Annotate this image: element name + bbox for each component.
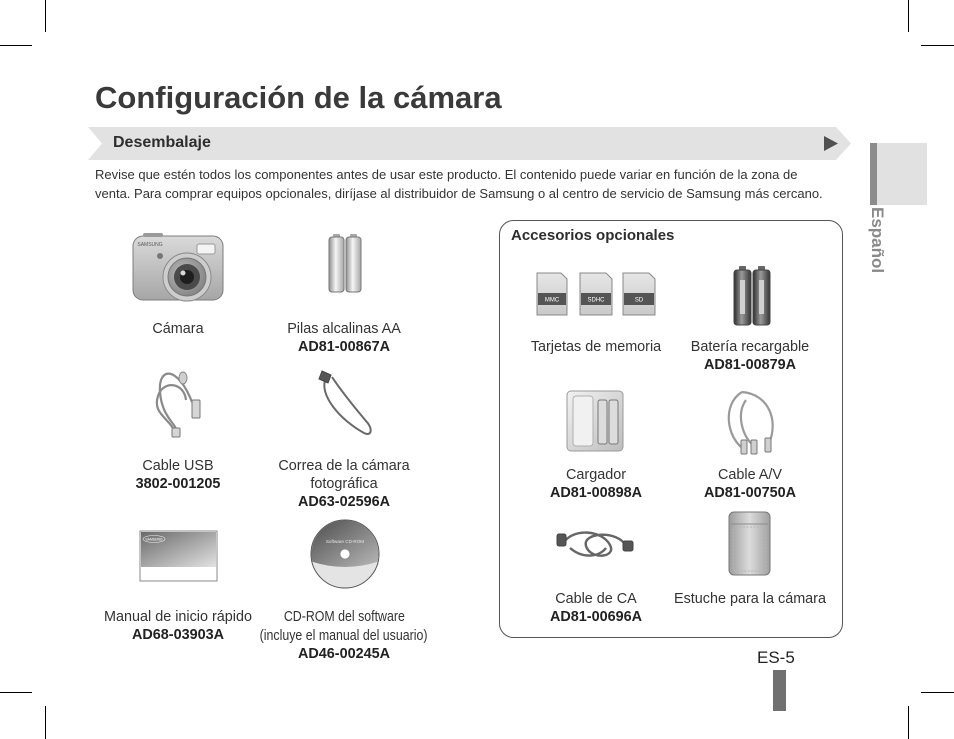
item-name: Batería recargable (690, 339, 810, 355)
item-name: Pilas alcalinas AA (287, 321, 401, 337)
usb-cable-image (157, 372, 200, 437)
item-name: Correa de la cámara (278, 458, 410, 474)
page-title: Configuración de la cámara (95, 80, 502, 115)
manual-brand-logo: SAMSUNG (145, 537, 163, 542)
strap-loop (324, 377, 370, 434)
ac-plug (557, 534, 566, 546)
battery (346, 237, 361, 292)
item-code: AD63-02596A (298, 494, 390, 510)
av-plug (751, 440, 757, 454)
camera-image (133, 233, 223, 301)
item-name: Tarjetas de memoria (530, 339, 662, 355)
mini-usb-plug (172, 428, 180, 437)
charger-image (567, 391, 623, 451)
language-tab (870, 143, 927, 205)
accessory-label-camera-case (650, 590, 850, 608)
section-title: Desembalaje (113, 134, 211, 151)
lens-highlight (181, 271, 186, 276)
cd-label-text: Software CD-ROM (325, 539, 365, 544)
cable-loop (157, 385, 186, 434)
item-name-line-2: fotográfica (310, 476, 378, 492)
language-tab-box (877, 143, 927, 205)
charger-slot (609, 400, 618, 444)
usb-plug (192, 400, 200, 418)
ferrite-bead (179, 372, 187, 384)
rechargeable-batteries-image (734, 266, 770, 325)
strap-tab (319, 371, 331, 383)
cd-rom-image (310, 519, 380, 588)
ac-plug (623, 541, 633, 551)
cable-coil (564, 533, 626, 556)
cable-loop (160, 374, 192, 434)
item-code: AD68-03903A (132, 627, 224, 643)
accessory-label-av-cable (650, 466, 850, 502)
intro-text-line: Revise que estén todos los componentes antes de usar este producto. El contenido puede variar en función de la zona de (95, 167, 798, 182)
battery (329, 237, 344, 292)
manual-image (140, 531, 217, 581)
accessory-label-rechargeable-battery (650, 338, 850, 374)
aa-batteries-image (329, 234, 361, 292)
item-name-line-2: (incluye el manual del usuario) (260, 627, 428, 644)
item-name-row (244, 608, 444, 627)
item-code: AD46-00245A (298, 646, 390, 662)
page-number: ES-5 (757, 648, 795, 667)
item-code: 3802-001205 (135, 476, 221, 492)
av-plug (765, 438, 771, 452)
ac-cable-image (557, 533, 633, 556)
battery-label-stripe (759, 280, 764, 314)
item-label-cd-rom (244, 608, 444, 664)
intro-text-line: venta. Para comprar equipos opcionales, diríjase al distribuidor de Samsung o al centro de servicio de Samsung más cercano. (95, 186, 823, 201)
item-label-aa-batteries (244, 320, 444, 356)
camera-shutter (143, 233, 163, 237)
av-cable-image (729, 392, 773, 454)
cd-hole (340, 549, 350, 559)
av-plug (741, 440, 747, 454)
item-code: AD81-00696A (550, 609, 642, 625)
card-label-mmc: MMC (544, 297, 560, 304)
item-name: Estuche para la cámara (674, 591, 826, 607)
language-tab-strip (870, 143, 877, 205)
card-label-sd: SD (634, 297, 644, 304)
item-code: AD81-00898A (550, 485, 642, 501)
item-code: AD81-00879A (704, 357, 796, 373)
optional-accessories-heading: Accesorios opcionales (511, 227, 675, 244)
item-name: Cable A/V (718, 467, 782, 483)
camera-case-image (729, 512, 770, 575)
item-name: Cámara (152, 321, 204, 337)
item-code: AD81-00867A (298, 339, 390, 355)
page-marker-bar (773, 670, 786, 711)
card-label-sdhc: SDHC (587, 297, 605, 304)
camera-brand-logo: SAMSUNG (137, 242, 163, 248)
item-name: Cable USB (142, 458, 214, 474)
charger-slot (598, 400, 607, 444)
battery-label-stripe (740, 280, 745, 314)
item-name: CD-ROM del software (283, 609, 405, 625)
memory-cards-image (537, 273, 655, 315)
strap-image (319, 371, 371, 434)
cable-loop (741, 400, 754, 446)
charger-panel (573, 396, 593, 446)
item-code: AD81-00750A (704, 485, 796, 501)
item-name: Manual de inicio rápido (104, 609, 252, 625)
language-tab-label: Español (868, 207, 887, 274)
camera-flash (197, 244, 215, 254)
item-name: Cable de CA (555, 591, 637, 607)
camera-af-lamp (157, 253, 163, 259)
item-name: Cargador (566, 467, 626, 483)
item-name-row (244, 627, 444, 646)
item-label-strap (244, 457, 444, 511)
case-body (729, 512, 770, 575)
